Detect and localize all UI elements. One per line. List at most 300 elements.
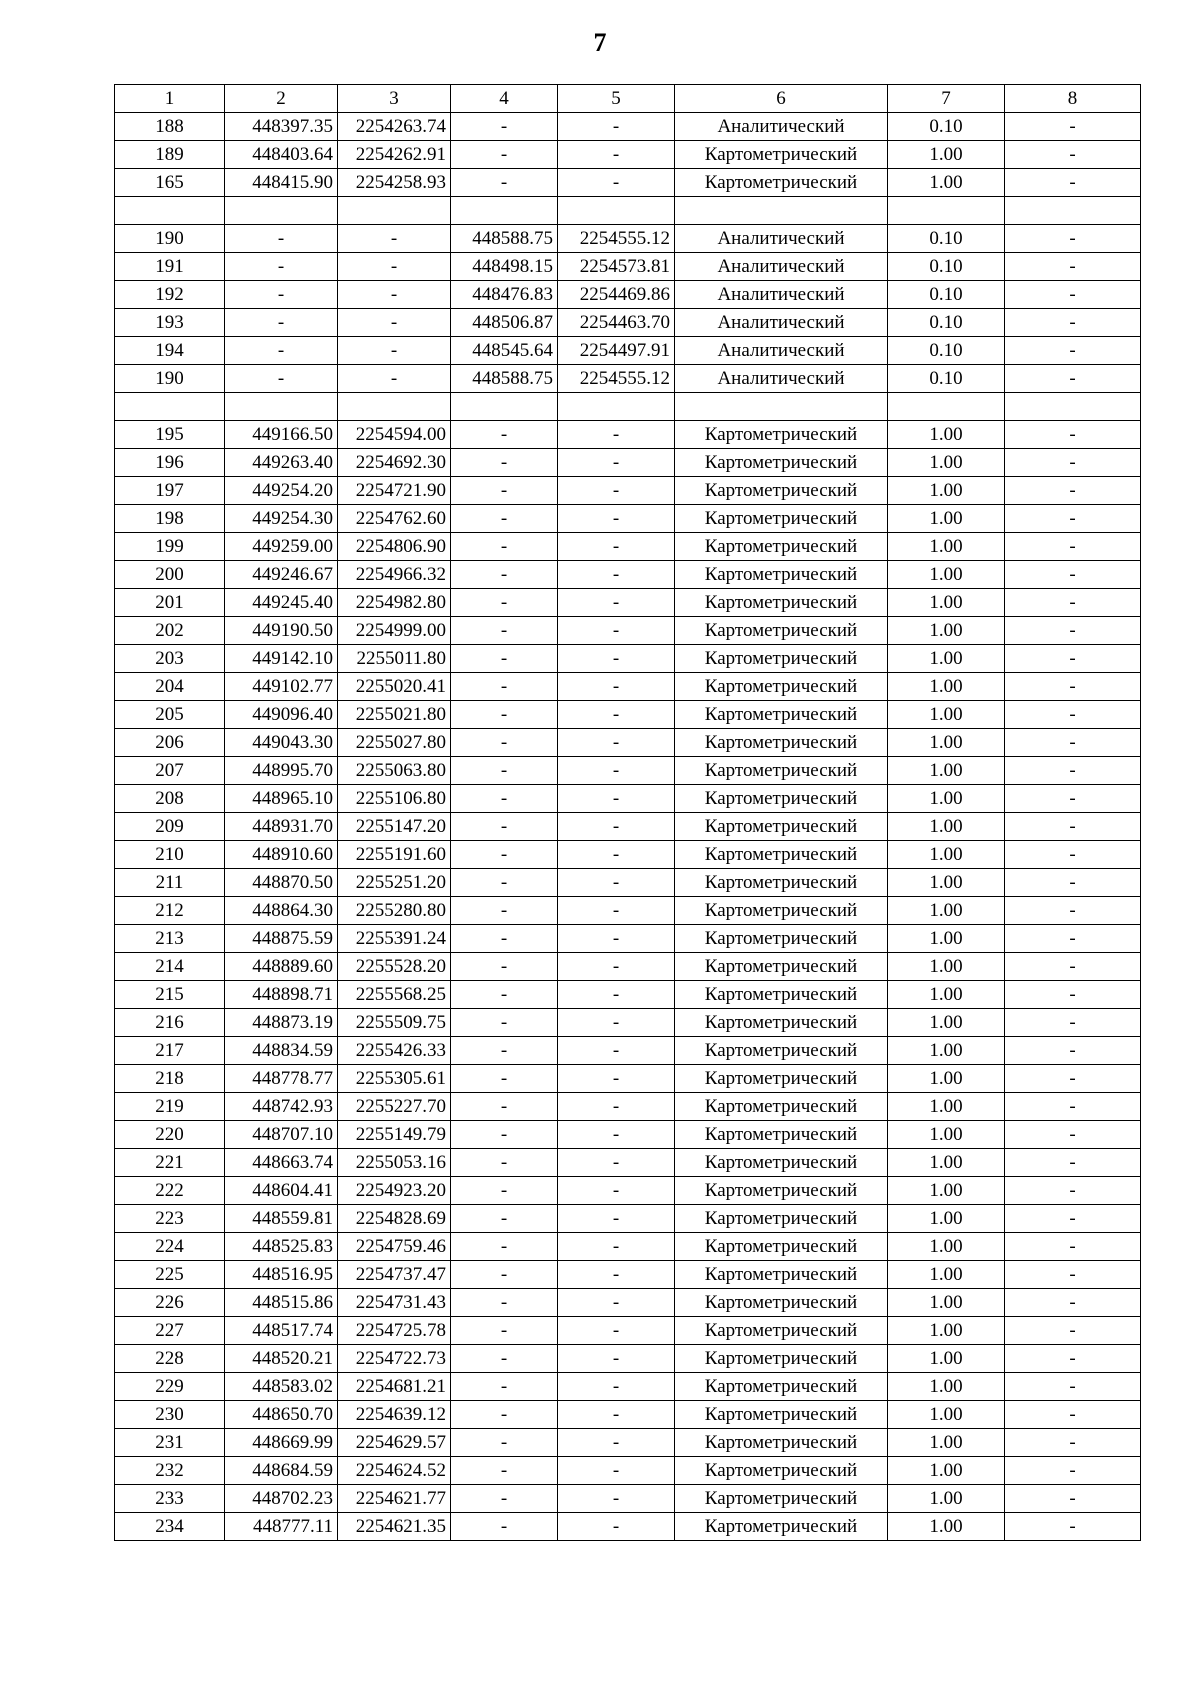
table-cell: 1.00 [888,1457,1005,1485]
table-cell: - [451,589,558,617]
table-cell: - [1005,1289,1141,1317]
table-cell: 448864.30 [225,897,338,925]
table-cell: - [451,1177,558,1205]
table-cell: - [1005,701,1141,729]
table-cell: 1.00 [888,421,1005,449]
table-cell: - [451,533,558,561]
column-header: 3 [338,85,451,113]
table-cell: - [558,701,675,729]
table-cell: - [1005,1121,1141,1149]
table-cell: 448702.23 [225,1485,338,1513]
table-cell: Аналитический [675,309,888,337]
table-cell: 213 [115,925,225,953]
page-number: 7 [593,28,607,57]
table-cell: 219 [115,1093,225,1121]
column-header: 7 [888,85,1005,113]
table-cell: 1.00 [888,757,1005,785]
table-cell: 2254828.69 [338,1205,451,1233]
table-row [115,981,1141,1009]
table-cell: - [558,1345,675,1373]
table-cell: 1.00 [888,841,1005,869]
table-cell: 2255280.80 [338,897,451,925]
table-cell: - [451,757,558,785]
table-cell: Картометрический [675,1289,888,1317]
table-cell: 220 [115,1121,225,1149]
table-cell: 2254737.47 [338,1261,451,1289]
table-cell: - [338,253,451,281]
table-row [115,1233,1141,1261]
table-cell: 2255149.79 [338,1121,451,1149]
table-cell: 449142.10 [225,645,338,673]
table-cell: 2254982.80 [338,589,451,617]
table-cell: 2255251.20 [338,869,451,897]
table-cell [558,393,675,421]
table-cell: 165 [115,169,225,197]
table-cell: - [1005,981,1141,1009]
table-cell: - [451,1009,558,1037]
table-cell: - [558,1317,675,1345]
table-cell: 205 [115,701,225,729]
table-cell: 448520.21 [225,1345,338,1373]
table-cell: 1.00 [888,169,1005,197]
table-cell: 1.00 [888,1485,1005,1513]
table-cell: 2255509.75 [338,1009,451,1037]
table-cell: 448397.35 [225,113,338,141]
table-cell: 208 [115,785,225,813]
table-cell: - [1005,421,1141,449]
table-cell: - [558,1429,675,1457]
table-row [115,337,1141,365]
table-cell: - [451,1149,558,1177]
table-cell: 1.00 [888,617,1005,645]
table-cell: 448777.11 [225,1513,338,1541]
table-cell: 448515.86 [225,1289,338,1317]
table-cell: - [451,729,558,757]
table-cell: 216 [115,1009,225,1037]
table-row [115,225,1141,253]
table-row [115,1065,1141,1093]
table-cell: 448588.75 [451,365,558,393]
table-cell: Картометрический [675,869,888,897]
table-cell: 222 [115,1177,225,1205]
table-cell: - [451,561,558,589]
table-cell: 449102.77 [225,673,338,701]
table-cell: - [558,1513,675,1541]
table-cell: 190 [115,225,225,253]
table-cell [888,393,1005,421]
table-cell: - [1005,645,1141,673]
table-cell: Аналитический [675,113,888,141]
table-cell: - [1005,1429,1141,1457]
table-row [115,1121,1141,1149]
table-cell: 449166.50 [225,421,338,449]
table-cell: 229 [115,1373,225,1401]
table-cell: - [451,1065,558,1093]
table-cell: Картометрический [675,421,888,449]
table-cell: 2254731.43 [338,1289,451,1317]
table-cell: 230 [115,1401,225,1429]
table-row [115,1485,1141,1513]
table-cell: Картометрический [675,589,888,617]
table-cell: - [225,253,338,281]
table-cell: 2254725.78 [338,1317,451,1345]
table-cell: 1.00 [888,813,1005,841]
table-row [115,141,1141,169]
table-cell: 448669.99 [225,1429,338,1457]
table-cell: 1.00 [888,561,1005,589]
table-cell: - [451,1345,558,1373]
table-cell: Картометрический [675,813,888,841]
table-cell: 0.10 [888,281,1005,309]
table-cell: - [1005,505,1141,533]
table-cell: 2255020.41 [338,673,451,701]
table-cell: 448650.70 [225,1401,338,1429]
table-cell: - [451,953,558,981]
table-cell: 448889.60 [225,953,338,981]
table-cell: 2254762.60 [338,505,451,533]
table-cell: 1.00 [888,1065,1005,1093]
table-cell: 2255568.25 [338,981,451,1009]
table-cell: - [451,505,558,533]
table-row [115,589,1141,617]
table-row [115,1429,1141,1457]
table-cell: 2255027.80 [338,729,451,757]
table-row [115,1401,1141,1429]
table-cell: 2254806.90 [338,533,451,561]
table-cell: - [558,1485,675,1513]
table-cell: - [451,673,558,701]
table-cell: - [1005,925,1141,953]
table-cell: 448516.95 [225,1261,338,1289]
table-row [115,757,1141,785]
table-cell: - [1005,169,1141,197]
table-cell: Картометрический [675,1401,888,1429]
table-cell: 2254555.12 [558,365,675,393]
table-cell: 1.00 [888,449,1005,477]
table-cell: 1.00 [888,141,1005,169]
table-cell: - [558,1093,675,1121]
table-row [115,393,1141,421]
table-cell: 448875.59 [225,925,338,953]
table-cell: 1.00 [888,1205,1005,1233]
table-cell: 448559.81 [225,1205,338,1233]
table-cell: Картометрический [675,1457,888,1485]
table-cell: 2254721.90 [338,477,451,505]
table-cell: - [1005,1149,1141,1177]
table-cell: - [451,617,558,645]
table-cell: 2254258.93 [338,169,451,197]
table-cell: - [1005,1401,1141,1429]
table-cell: Картометрический [675,1065,888,1093]
table-cell [451,197,558,225]
table-cell [115,197,225,225]
table-cell: 0.10 [888,113,1005,141]
table-cell: 2254463.70 [558,309,675,337]
table-cell: - [451,1485,558,1513]
table-row [115,113,1141,141]
table-cell: 2254629.57 [338,1429,451,1457]
table-cell: - [451,1429,558,1457]
table-cell: - [225,281,338,309]
table-cell: Аналитический [675,365,888,393]
table-row [115,1289,1141,1317]
column-header: 1 [115,85,225,113]
table-cell: - [1005,841,1141,869]
table-cell: 1.00 [888,981,1005,1009]
table-cell: - [1005,281,1141,309]
table-cell: Аналитический [675,225,888,253]
table-cell: 448476.83 [451,281,558,309]
table-cell: 448870.50 [225,869,338,897]
table-cell: - [1005,1037,1141,1065]
table-cell: Аналитический [675,253,888,281]
table-cell: 211 [115,869,225,897]
table-cell: 1.00 [888,1037,1005,1065]
table-cell: - [558,505,675,533]
table-cell: - [1005,729,1141,757]
table-cell: 221 [115,1149,225,1177]
table-cell: - [451,785,558,813]
table-cell: - [1005,1373,1141,1401]
table-cell: 1.00 [888,1177,1005,1205]
table-cell: Картометрический [675,505,888,533]
table-cell: 202 [115,617,225,645]
table-cell: 2254692.30 [338,449,451,477]
table-cell: - [451,1457,558,1485]
table-cell: 193 [115,309,225,337]
table-cell: - [1005,1457,1141,1485]
table-cell: 2255426.33 [338,1037,451,1065]
table-cell: 448403.64 [225,141,338,169]
table-cell: - [1005,1345,1141,1373]
table-cell: 448910.60 [225,841,338,869]
table-cell: 448415.90 [225,169,338,197]
table-cell: 2254621.77 [338,1485,451,1513]
table-row [115,673,1141,701]
table-cell: Картометрический [675,449,888,477]
table-cell: 201 [115,589,225,617]
table-cell: - [1005,953,1141,981]
table-cell: - [558,1205,675,1233]
table-cell: 1.00 [888,1233,1005,1261]
table-row [115,953,1141,981]
table-row [115,309,1141,337]
table-cell: - [451,477,558,505]
table-cell: - [1005,225,1141,253]
table-row [115,169,1141,197]
table-cell: Аналитический [675,281,888,309]
table-cell [225,393,338,421]
table-cell: 448898.71 [225,981,338,1009]
table-cell: 203 [115,645,225,673]
table-cell: - [451,1121,558,1149]
table-row [115,813,1141,841]
table-cell: Картометрический [675,1037,888,1065]
table-cell: 449190.50 [225,617,338,645]
table-cell: - [558,1373,675,1401]
table-cell: 448663.74 [225,1149,338,1177]
table-row [115,1093,1141,1121]
table-cell: 2254966.32 [338,561,451,589]
table-cell: - [451,1373,558,1401]
table-cell: - [451,813,558,841]
table-cell: - [1005,1261,1141,1289]
table-row [115,925,1141,953]
table-cell: - [1005,785,1141,813]
table-cell: - [1005,813,1141,841]
table-cell: 2254722.73 [338,1345,451,1373]
table-row [115,421,1141,449]
table-cell [1005,197,1141,225]
table-cell: 2255147.20 [338,813,451,841]
table-cell: 449259.00 [225,533,338,561]
table-cell: 448931.70 [225,813,338,841]
table-cell: 1.00 [888,1261,1005,1289]
table-cell: - [1005,309,1141,337]
table-cell: 1.00 [888,533,1005,561]
table-cell: 212 [115,897,225,925]
table-cell: 198 [115,505,225,533]
table-cell: - [558,533,675,561]
table-cell: Картометрический [675,1513,888,1541]
table-row [115,1261,1141,1289]
table-cell: 2255021.80 [338,701,451,729]
table-cell: - [1005,1485,1141,1513]
table-cell: - [338,309,451,337]
table-cell: - [558,1009,675,1037]
table-cell: - [1005,589,1141,617]
table-cell: - [558,1401,675,1429]
table-cell: - [338,337,451,365]
table-cell: 231 [115,1429,225,1457]
table-cell: - [1005,1205,1141,1233]
table-cell: 448707.10 [225,1121,338,1149]
table-cell: - [1005,477,1141,505]
table-cell: Картометрический [675,981,888,1009]
table-cell: - [1005,561,1141,589]
table-cell: 2255528.20 [338,953,451,981]
table-row [115,841,1141,869]
table-cell: - [558,1233,675,1261]
table-cell: 0.10 [888,253,1005,281]
table-row [115,1205,1141,1233]
table-cell: 1.00 [888,589,1005,617]
table-cell [225,197,338,225]
table-cell: Картометрический [675,1233,888,1261]
table-cell: - [451,869,558,897]
table-cell: 0.10 [888,337,1005,365]
table-cell: Картометрический [675,1009,888,1037]
table-cell: - [558,785,675,813]
table-cell: 1.00 [888,1149,1005,1177]
table-cell: 0.10 [888,225,1005,253]
table-cell: 227 [115,1317,225,1345]
table-cell [338,197,451,225]
table-cell: - [558,1261,675,1289]
table-cell: 1.00 [888,701,1005,729]
table-cell: - [1005,1177,1141,1205]
table-cell: - [558,813,675,841]
table-cell: - [1005,337,1141,365]
table-cell: 233 [115,1485,225,1513]
table-row [115,449,1141,477]
table-cell: 194 [115,337,225,365]
column-header: 8 [1005,85,1141,113]
table-cell: - [451,449,558,477]
table-cell: 206 [115,729,225,757]
table-cell: - [451,1233,558,1261]
table-cell: - [558,869,675,897]
table-cell: - [1005,897,1141,925]
table-cell: Картометрический [675,757,888,785]
table-row [115,533,1141,561]
table-row [115,897,1141,925]
table-cell: 448525.83 [225,1233,338,1261]
table-cell: 189 [115,141,225,169]
table-row [115,365,1141,393]
table-cell: 2255305.61 [338,1065,451,1093]
table-cell: 188 [115,113,225,141]
table-cell: - [451,897,558,925]
table-cell: 2255227.70 [338,1093,451,1121]
table-cell: - [558,169,675,197]
table-cell: 449254.20 [225,477,338,505]
table-cell: Картометрический [675,645,888,673]
table-row [115,645,1141,673]
table-row [115,1457,1141,1485]
table-cell: 448604.41 [225,1177,338,1205]
table-cell: - [558,449,675,477]
table-cell: 448517.74 [225,1317,338,1345]
table-cell: 215 [115,981,225,1009]
table-cell: - [1005,757,1141,785]
table-cell: - [1005,113,1141,141]
table-row [115,505,1141,533]
table-cell [558,197,675,225]
table-row [115,1513,1141,1541]
table-cell: Картометрический [675,1317,888,1345]
table-cell: 449246.67 [225,561,338,589]
table-cell: 214 [115,953,225,981]
table-cell: - [451,1401,558,1429]
table-cell: 1.00 [888,897,1005,925]
table-cell: 2254555.12 [558,225,675,253]
table-cell: - [451,701,558,729]
table-cell: 448834.59 [225,1037,338,1065]
table-cell: Картометрический [675,1373,888,1401]
table-cell: - [451,1317,558,1345]
table-cell: Картометрический [675,169,888,197]
table-cell: 2254923.20 [338,1177,451,1205]
table-cell: - [338,365,451,393]
table-cell: 448684.59 [225,1457,338,1485]
table-cell: 1.00 [888,1429,1005,1457]
table-cell: Картометрический [675,1149,888,1177]
table-cell: 228 [115,1345,225,1373]
table-cell: 1.00 [888,505,1005,533]
table-cell: Картометрический [675,897,888,925]
table-cell: - [225,365,338,393]
table-row [115,1177,1141,1205]
table-cell: 2254681.21 [338,1373,451,1401]
table-cell: Картометрический [675,1345,888,1373]
table-cell: 1.00 [888,953,1005,981]
table-cell: Картометрический [675,1205,888,1233]
table-cell: - [225,225,338,253]
table-cell [675,197,888,225]
table-row [115,561,1141,589]
table-cell: 2254621.35 [338,1513,451,1541]
